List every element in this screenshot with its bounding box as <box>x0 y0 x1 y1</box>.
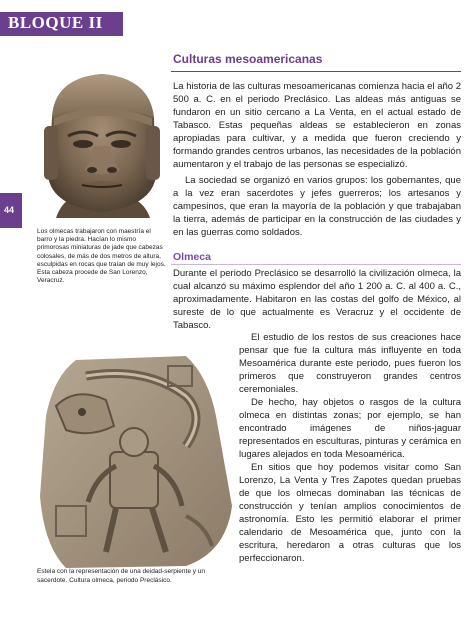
subsection-paragraph-2: El estudio de los restos de sus creaciones hace pensar que fue la cultura más influyente en toda Mesoamérica durante este periodo, pues fueron los primeros que construyeron grandes centros ceremoniales. <box>239 332 461 395</box>
section-paragraph-2: La sociedad se organizó en varios grupos: los gobernantes, que a la vez eran sacerdotes y jefes guerreros; los artesanos y campesinos, que eran la mayoría de la población y que trabajaban la tierra, además de participar en la construcción de las ciudades y en las guerras como soldados. <box>173 175 461 238</box>
subsection-paragraph-1: Durante el periodo Preclásico se desarrolló la civilización olmeca, la cual alcanzó su máximo esplendor del año 1 200 a. C. al 400 a. C., aproximadamente. Habitaron en las costas del golfo de México, al sureste de lo que actualmente es Veracruz y el occidente de Tabasco. <box>173 268 461 331</box>
stele-figure-caption: Estela con la representación de una deidad-serpiente y un sacerdote. Cultura olmeca, periodo Preclásico. <box>37 568 206 584</box>
page-number: 44 <box>4 205 15 215</box>
olmec-colossal-head-image <box>38 68 166 226</box>
olmec-stele-image <box>36 356 234 568</box>
block-header-bar <box>0 12 123 36</box>
subsection-title-rule <box>171 264 461 265</box>
section-title-rule <box>171 71 461 72</box>
subsection-title: Olmeca <box>173 251 211 263</box>
head-figure-caption: Los olmecas trabajaron con maestría el barro y la piedra. Hacían lo mismo primorosas miniaturas de jade que cabezas colosales, de más de dos metros de altura, esculpidas en rocas que traían de muy lejos. Esta cabeza procede de San Lorenzo, Veracruz. <box>37 228 166 285</box>
section-title: Culturas mesoamericanas <box>173 52 323 66</box>
page-number-tab <box>0 193 22 228</box>
section-paragraph-1: La historia de las culturas mesoamericanas comienza hacia el año 2 500 a. C. en el periodo Preclásico. Las aldeas más antiguas se fundaron en un sitio cercano a La Venta, en el actual estado de Tabasco. Estas pequeñas aldeas se establecieron en zonas apropiadas para cultivar, y a medida que fueron creciendo y formando grandes centros urbanos, las necesidades de la población aumentaron y el trabajo de las personas se especializó. <box>173 81 461 170</box>
subsection-paragraph-3: De hecho, hay objetos o rasgos de la cultura olmeca en distintas zonas; por ejemplo, se han encontrado imágenes de niños-jaguar representados en esculturas, pinturas y cerámica en lugares alejados en toda Mesoamérica. <box>239 397 461 460</box>
subsection-paragraph-4: En sitios que hoy podemos visitar como San Lorenzo, La Venta y Tres Zapotes quedan pruebas de que los olmecas dominaban las técnicas de construcción y tenían amplios conocimientos de astronomía. Esto les permitió elaborar el primer calendario de Mesoamérica que, junto con la escritura, heredaron a otras culturas que los perfeccionaron. <box>239 462 461 564</box>
block-title: BLOQUE II <box>8 13 103 32</box>
